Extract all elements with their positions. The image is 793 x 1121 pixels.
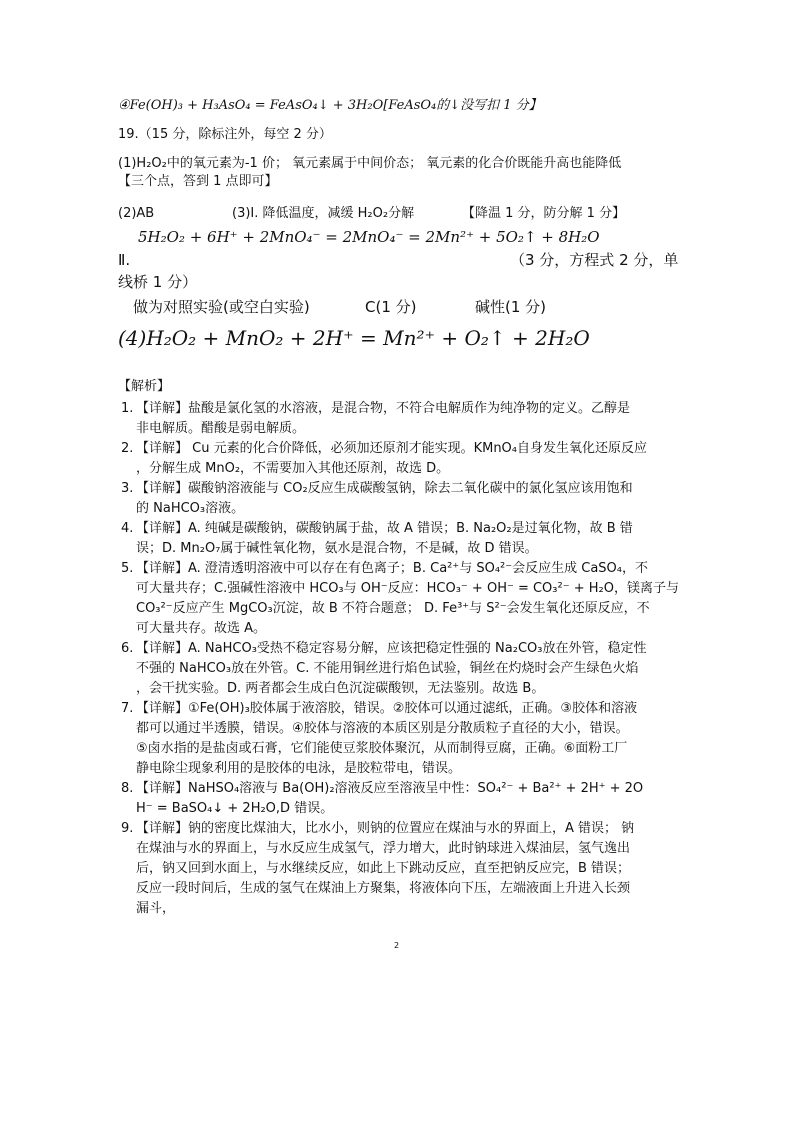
q19-part3-answer-c: 碱性(1 分) bbox=[475, 298, 547, 316]
analysis-item-line: 可大量共存；C.强碱性溶液中 HCO₃与 OH⁻反应：HCO₃⁻ + OH⁻ = CO₃²⁻ + H₂O，镁离子与 bbox=[136, 581, 679, 596]
analysis-item-line: 【详解】钠的密度比煤油大，比水小，则钠的位置应在煤油与水的界面上，A 错误； 钠 bbox=[136, 821, 635, 836]
analysis-item-line: 漏斗， bbox=[136, 901, 176, 916]
q19-part3-answer-a: 做为对照实验(或空白实验) bbox=[133, 298, 310, 316]
analysis-item-line: 反应一段时间后，生成的氢气在煤油上方聚集，将液体向下压，左端液面上升进入长颈 bbox=[136, 881, 631, 896]
q19-part3-i-note: 【降温 1 分，防分解 1 分】 bbox=[462, 206, 626, 221]
page-number: 2 bbox=[394, 941, 400, 950]
q19-part3-i: (3)I. 降低温度，减缓 H₂O₂分解 bbox=[232, 206, 415, 221]
analysis-item-line: 【详解】 Cu 元素的化合价降低，必须加还原剂才能实现。KMnO₄自身发生氧化还原反应 bbox=[136, 441, 648, 456]
analysis-item-line: 可大量共存。故选 A。 bbox=[136, 621, 267, 636]
q19-part3-ii-note: （3 分，方程式 2 分，单 bbox=[510, 251, 679, 269]
q19-part3-answer-b: C(1 分) bbox=[365, 298, 417, 316]
analysis-item-line: ，会干扰实验。D. 两者都会生成白色沉淀碳酸钡，无法鉴别。故选 B。 bbox=[136, 681, 545, 696]
analysis-item-number: 1. bbox=[121, 401, 134, 416]
q19-part1-note: 【三个点，答到 1 点即可】 bbox=[118, 174, 278, 189]
analysis-item-line: 不强的 NaHCO₃放在外管。C. 不能用铜丝进行焰色试验，铜丝在灼烧时会产生绿色火焰 bbox=[136, 661, 639, 676]
analysis-item-number: 3. bbox=[121, 481, 134, 496]
analysis-item-line: 【详解】盐酸是氯化氢的水溶液，是混合物，不符合电解质作为纯净物的定义。乙醇是 bbox=[136, 401, 631, 416]
q19-equation-2: (4)H₂O₂ + MnO₂ + 2H⁺ = Mn²⁺ + O₂↑ + 2H₂O bbox=[118, 326, 590, 350]
analysis-item-line: CO₃²⁻反应产生 MgCO₃沉淀，故 B 不符合题意； D. Fe³⁺与 S²⁻会发生氧化还原反应，不 bbox=[136, 601, 650, 616]
analysis-item-number: 8. bbox=[121, 781, 134, 796]
analysis-item-line: 静电除尘现象利用的是胶体的电泳，是胶粒带电，错误。 bbox=[136, 761, 462, 776]
analysis-item-line: 都可以通过半透膜，错误。④胶体与溶液的本质区别是分散质粒子直径的大小，错误。 bbox=[136, 721, 629, 736]
q19-part1: (1)H₂O₂中的氧元素为-1 价； 氧元素属于中间价态； 氧元素的化合价既能升高也能降低 bbox=[118, 156, 622, 171]
analysis-item-line: 【详解】碳酸钠溶液能与 CO₂反应生成碳酸氢钠，除去二氧化碳中的氯化氢应该用饱和 bbox=[136, 481, 633, 496]
analysis-item-number: 2. bbox=[121, 441, 134, 456]
analysis-item-number: 7. bbox=[121, 701, 134, 716]
analysis-item-line: 误；D. Mn₂O₇属于碱性氧化物，氨水是混合物，不是碱，故 D 错误。 bbox=[136, 541, 538, 556]
q19-part3-ii-label: Ⅱ. bbox=[118, 251, 131, 269]
analysis-item-number: 5. bbox=[121, 561, 134, 576]
q19-part3-ii-note-cont: 线桥 1 分） bbox=[118, 273, 198, 291]
q19-header: 19.（15 分，除标注外，每空 2 分） bbox=[118, 127, 332, 142]
analysis-item-line: 的 NaHCO₃溶液。 bbox=[136, 501, 245, 516]
analysis-item-line: 在煤油与水的界面上，与水反应生成氢气，浮力增大，此时钠球进入煤油层，氢气逸出 bbox=[136, 841, 631, 856]
q19-equation-1: 5H₂O₂ + 6H⁺ + 2MnO₄⁻ = 2MnO₄⁻ = 2Mn²⁺ + 5O₂↑ + 8H₂O bbox=[138, 228, 600, 246]
analysis-item-line: 【详解】A. 纯碱是碳酸钠，碳酸钠属于盐，故 A 错误；B. Na₂O₂是过氧化物，故 B 错 bbox=[136, 521, 633, 536]
analysis-item-number: 9. bbox=[121, 821, 134, 836]
equation-line-4: ④Fe(OH)₃ + H₃AsO₄ = FeAsO₄↓ + 3H₂O[FeAsO₄的↓没写扣 1 分】 bbox=[118, 98, 542, 113]
analysis-item-line: 【详解】NaHSO₄溶液与 Ba(OH)₂溶液反应至溶液呈中性：SO₄²⁻ + Ba²⁺ + 2H⁺ + 2O bbox=[136, 781, 644, 796]
analysis-item-line: ，分解生成 MnO₂，不需要加入其他还原剂，故选 D。 bbox=[136, 461, 450, 476]
analysis-item-number: 6. bbox=[121, 641, 134, 656]
analysis-title: 【解析】 bbox=[118, 379, 171, 394]
analysis-item-line: 【详解】A. 澄清透明溶液中可以存在有色离子；B. Ca²⁺与 SO₄²⁻会反应生成 CaSO₄，不 bbox=[136, 561, 649, 576]
analysis-item-line: ⑤卤水指的是盐卤或石膏，它们能使豆浆胶体聚沉，从而制得豆腐，正确。⑥面粉工厂 bbox=[136, 741, 628, 756]
analysis-item-line: 【详解】A. NaHCO₃受热不稳定容易分解，应该把稳定性强的 Na₂CO₃放在外管，稳定性 bbox=[136, 641, 647, 656]
analysis-item-line: 非电解质。醋酸是弱电解质。 bbox=[136, 421, 306, 436]
analysis-item-line: 后，钠又回到水面上，与水继续反应，如此上下跳动反应，直至把钠反应完，B 错误； bbox=[136, 861, 631, 876]
q19-part2: (2)AB bbox=[118, 206, 155, 221]
analysis-item-line: H⁻ = BaSO₄↓ + 2H₂O,D 错误。 bbox=[136, 801, 334, 816]
analysis-item-line: 【详解】①Fe(OH)₃胶体属于液溶胶，错误。②胶体可以通过滤纸，正确。③胶体和溶液 bbox=[136, 701, 638, 716]
analysis-item-number: 4. bbox=[121, 521, 134, 536]
